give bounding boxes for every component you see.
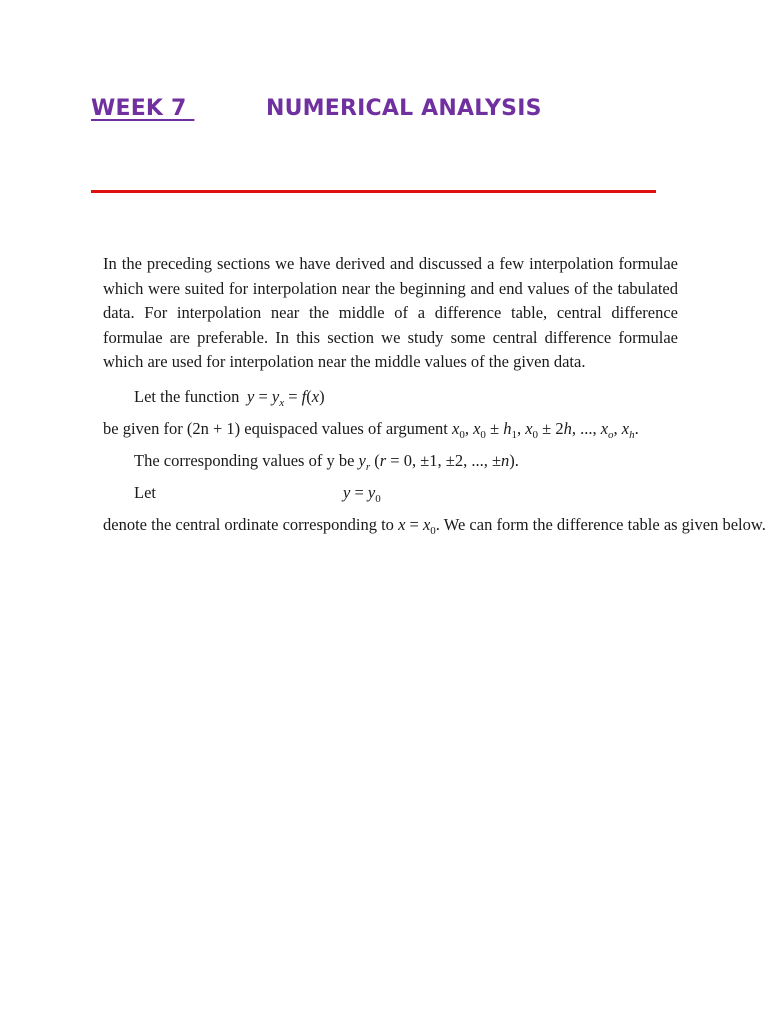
corresponding-formula: $y_r$ (r = 0, ±1, ±2, ..., ±n). xyxy=(358,450,519,473)
function-definition-line xyxy=(103,381,678,413)
arguments-line xyxy=(103,413,678,445)
be-given-text: be given for (2n + 1) equispaced values of argument xyxy=(103,418,448,438)
denote-text-end: . We can form the difference table as given below. xyxy=(435,514,766,534)
denote-formula: $x = x_0$ xyxy=(398,514,436,537)
corresponding-text: The corresponding values of y be xyxy=(134,450,355,470)
let-line xyxy=(103,477,678,509)
denote-line xyxy=(103,509,766,541)
corresponding-values-line xyxy=(103,445,678,477)
let-function-label: Let the function xyxy=(134,386,240,406)
arguments-formula: $x_0$, $x_0 \pm h_1$, $x_0 \pm 2h$, ..., $x_o$, $x_h$. xyxy=(451,418,639,441)
page-header xyxy=(91,96,691,130)
divider-rule xyxy=(91,190,656,193)
week-label: WEEK 7 xyxy=(91,96,195,121)
let-label: Let xyxy=(134,482,156,502)
function-formula: $y = y_x = f(x)$ xyxy=(247,386,325,409)
course-title: NUMERICAL ANALYSIS xyxy=(266,96,542,121)
document-body xyxy=(103,252,766,541)
intro-paragraph: In the preceding sections we have derived and discussed a few interpolation formulae which were suited for interpolation near the beginning and end values of the tabulated data. For interpolation near the middle of a difference table, central difference formulae are preferable. In this section we study some central difference formulae which are used for interpolation near the middle values of the given data. xyxy=(103,254,678,371)
central-ordinate-formula: $y = y_0$ xyxy=(343,482,381,505)
denote-text: denote the central ordinate corresponding to xyxy=(103,514,394,534)
